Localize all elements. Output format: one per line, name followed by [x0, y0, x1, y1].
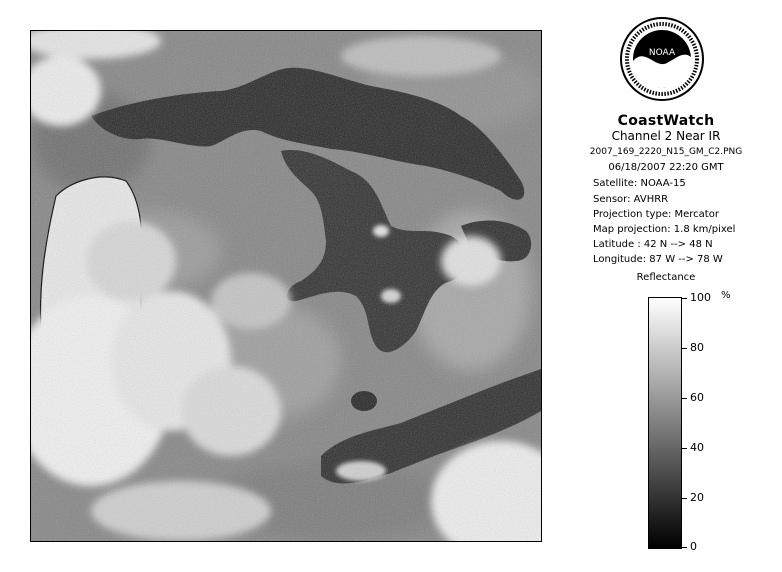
colorbar-tick	[682, 398, 687, 399]
colorbar-tick	[682, 348, 687, 349]
latitude-label: Latitude : 42 N --> 48 N	[593, 239, 713, 250]
colorbar-tick-label: 60	[690, 391, 704, 404]
colorbar-tick-label: 100	[690, 291, 711, 304]
satellite-label: Satellite: NOAA-15	[593, 178, 686, 189]
sensor-label: Sensor: AVHRR	[593, 194, 669, 205]
datetime-label: 06/18/2007 22:20 GMT	[608, 162, 724, 173]
colorbar-tick-label: 20	[690, 491, 704, 504]
noaa-logo-text: NOAA	[648, 48, 676, 58]
longitude-label: Longitude: 87 W --> 78 W	[593, 254, 723, 265]
product-title: CoastWatch	[617, 113, 715, 129]
colorbar-tick-label: 80	[690, 341, 704, 354]
colorbar-tick-label: 0	[690, 540, 697, 553]
channel-subtitle: Channel 2 Near IR	[611, 129, 721, 143]
projection-type-label: Projection type: Mercator	[593, 209, 719, 220]
colorbar	[648, 297, 682, 549]
colorbar-tick	[682, 298, 687, 299]
filename-label: 2007_169_2220_N15_GM_C2.PNG	[589, 147, 743, 157]
satellite-image-canvas	[31, 31, 541, 541]
map-projection-label: Map projection: 1.8 km/pixel	[593, 224, 736, 235]
colorbar-tick	[682, 448, 687, 449]
colorbar-tick	[682, 498, 687, 499]
colorbar-tick	[682, 547, 687, 548]
colorbar-tick-label: 40	[690, 441, 704, 454]
noaa-logo-icon	[620, 17, 704, 101]
colorbar-unit: %	[721, 290, 731, 301]
satellite-image	[30, 30, 542, 542]
colorbar-title: Reflectance	[636, 272, 696, 283]
